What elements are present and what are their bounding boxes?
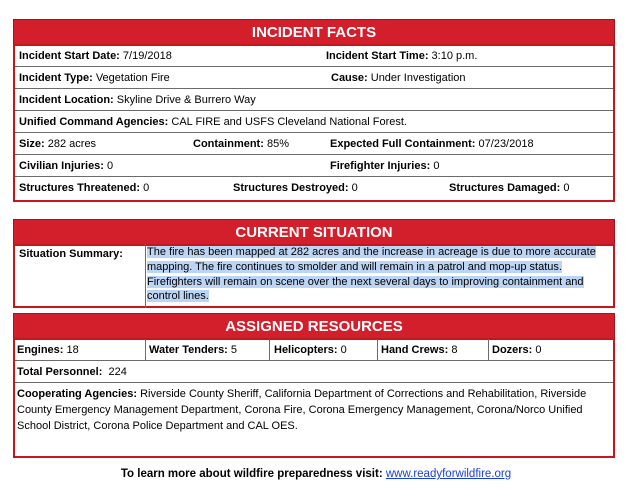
cooperating-agencies: Cooperating Agencies: Riverside County Sheriff, California Department of Corrections and Rehabilitation, Riverside County Emergency Management Department, Corona Fire, Corona Emergency Management, Corona/Norco Unified School District, Corona Police Department and CAL OES.: [17, 388, 587, 432]
incident-facts-header: INCIDENT FACTS: [13, 19, 615, 45]
current-situation-header: CURRENT SITUATION: [13, 219, 615, 245]
situation-summary-text: The fire has been mapped at 282 acres and the increase in acreage is due to more accurate mapping. The fire continues to smolder and will remain in a patrol and mop-up status. Firefighters will remain on scene over the next several days to improving containment and control lines.: [147, 246, 596, 303]
firefighter-injuries: 0: [433, 160, 440, 172]
location: Skyline Drive & Burrero Way: [116, 94, 256, 106]
row-injuries: Civilian Injuries: 0 Firefighter Injuries: 0: [15, 155, 613, 177]
row-start: Incident Start Date: 7/19/2018 Incident Start Time: 3:10 p.m.: [15, 45, 613, 67]
engines-count: 18: [66, 344, 79, 356]
row-location: Incident Location: Skyline Drive & Burrero Way: [15, 89, 613, 111]
situation-divider: [145, 244, 146, 308]
helicopters-count: 0: [340, 344, 347, 356]
incident-type: Vegetation Fire: [95, 72, 170, 84]
containment: 85%: [266, 138, 289, 150]
assigned-resources-header: ASSIGNED RESOURCES: [13, 313, 615, 339]
unified-agencies: CAL FIRE and USFS Cleveland National Forest.: [171, 116, 407, 128]
structures-threatened: 0: [143, 182, 150, 194]
start-date: 7/19/2018: [122, 50, 172, 62]
footer: [0, 468, 632, 480]
hand-crews-count: 8: [451, 344, 458, 356]
situation-summary-label: Situation Summary:: [19, 248, 123, 260]
footer-text: To learn more about wildfire preparedness visit:: [120, 468, 383, 480]
start-time: 3:10 p.m.: [431, 50, 478, 62]
water-tenders-count: 5: [230, 344, 238, 356]
row-structures: Structures Threatened: 0 Structures Destroyed: 0 Structures Damaged: 0: [19, 182, 570, 194]
row-type: Incident Type: Vegetation Fire Cause: Under Investigation: [15, 67, 613, 89]
expected-containment: 07/23/2018: [478, 138, 534, 150]
civilian-injuries: 0: [107, 160, 114, 172]
structures-damaged: 0: [563, 182, 570, 194]
structures-destroyed: 0: [351, 182, 358, 194]
dozers-count: 0: [535, 344, 542, 356]
row-resources: Engines: 18 Water Tenders: 5 Helicopters: 0 Hand Crews: 8 Dozers: 0: [15, 339, 613, 361]
size: 282 acres: [47, 138, 97, 150]
total-personnel: 224: [108, 366, 127, 378]
cause: Under Investigation: [370, 72, 466, 84]
row-size: Size: 282 acres Containment: 85% Expected Full Containment: 07/23/2018: [15, 133, 613, 155]
row-personnel: Total Personnel: 224: [15, 361, 613, 383]
wildfire-link[interactable]: www.readyforwildfire.org: [385, 468, 512, 480]
row-agencies: Unified Command Agencies: CAL FIRE and USFS Cleveland National Forest.: [15, 111, 613, 133]
